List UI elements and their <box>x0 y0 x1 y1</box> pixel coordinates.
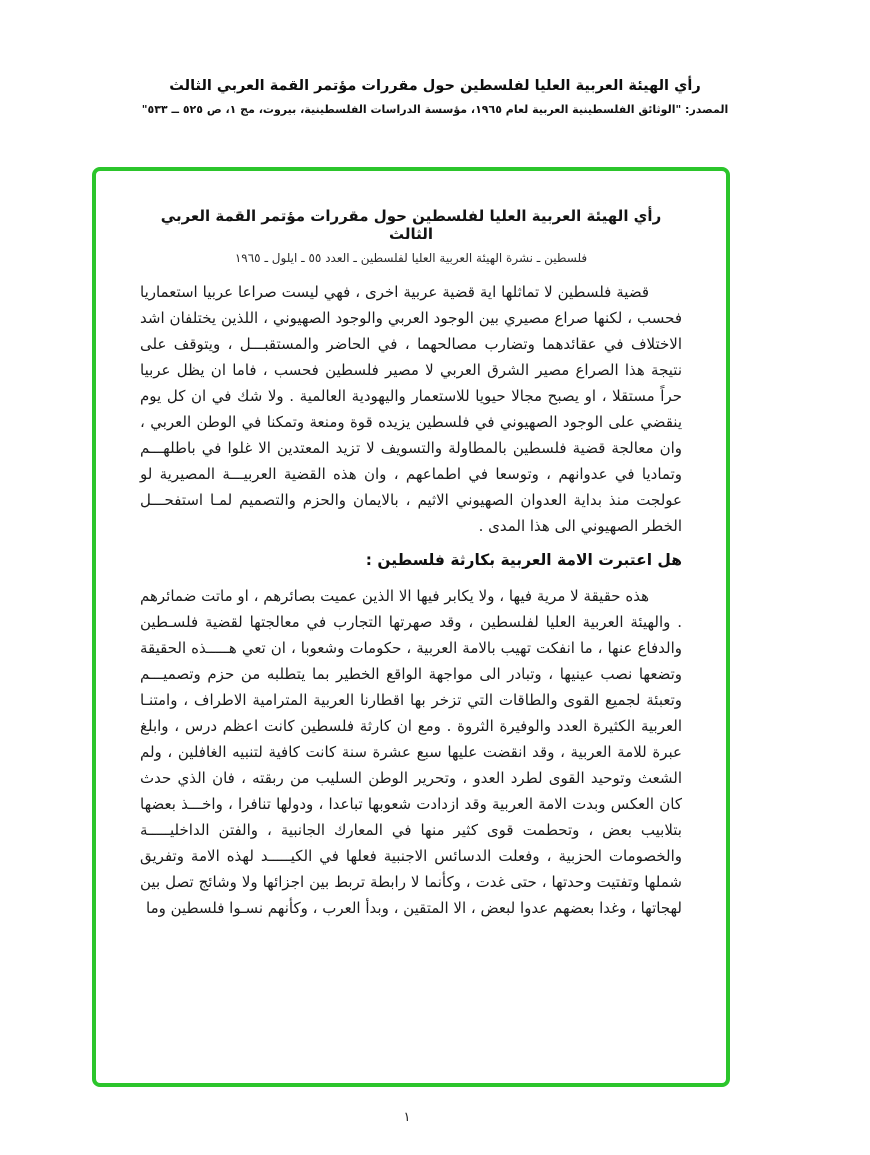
header-title: رأي الهيئة العربية العليا لفلسطين حول مقررات مؤتمر القمة العربي الثالث <box>169 78 701 94</box>
scanned-document-frame <box>92 167 730 1087</box>
header-source-line: المصدر: "الوثائق الفلسطينية العربية لعام ١٩٦٥، مؤسسة الدراسات الفلسطينية، بيروت، مج ١، ص ٥٢٥ ــ ٥٣٣" <box>141 103 729 116</box>
document-title: رأي الهيئة العربية العليا لفلسطين حول مقررات مؤتمر القمة العربي الثالث <box>160 207 662 243</box>
document-paragraph-1: قضية فلسطين لا تماثلها اية قضية عربية اخرى ، فهي ليست صراعا عربيا استعماريا فحسب ، لكنها صراع مصيري بين الوجود العربي والوجود الصهيوني ، اللذين يختلفان اشد الاختلاف في عقائدهما وتضارب مصالحهما ، في الحاضر والمستقبـــل ، ويتوقف على نتيجة هذا الصراع مصير الشرق العربي لا مصير فلسطين فحسب ، فاما ان يظل عربيا حراً مستقلا ، او يصبح مجالا حيويا للاستعمار واليهودية العالمية . ولا شك في ان كل يوم ينقضي على الوجود الصهيوني في فلسطين يزيده قوة ومنعة وتمكنا في الوطن العربي ، وان معالجة قضية فلسطين بالمطاولة والتسويف لا تزيد المعتدين الا غلوا في باطلهـــم وتماديا في عدوانهم ، وتوسعا في اطماعهم ، وان هذه القضية العربيـــة المصيرية لو عولجت منذ بداية العدوان الصهيوني الاثيم ، بالايمان والحزم والتصميم لمـا استفحـــل الخطر الصهيوني الى هذا المدى . <box>140 283 682 535</box>
document-paragraph-2: هذه حقيقة لا مرية فيها ، ولا يكابر فيها الا الذين عميت بصائرهم ، او ماتت ضمائرهم . والهيئة العربية العليا لفلسطين ، وقد صهرتها التجارب في معالجتها لقضية فلسـطين والدفاع عنها ، ما انفكت تهيب بالامة العربية ، حكومات وشعوبا ، ان تعي هـــــذه الحقيقة وتضعها نصب عينيها ، وتبادر الى مواجهة الواقع الخطير بما يتطلبه من حزم وتصميـــم وتعبئة لجميع القوى والطاقات التي تزخر بها اقطارنا العربية المترامية الاطراف ، وامتنـا العربية الكثيرة العدد والوفيرة الثروة . ومع ان كارثة فلسطين كانت اعظم درس ، وابلغ عبرة للامة العربية ، وقد انقضت عليها سبع عشرة سنة كانت كافية لتنبيه الغافلين ، ولم الشعث وتوحيد القوى لطرد العدو ، وتحرير الوطن السليب من ربقته ، فان الذي حدث كان العكس وبدت الامة العربية وقد ازدادت شعوبها تباعدا ، ودولها تنافرا ، واخـــذ بعضها بتلابيب بعض ، وتحطمت قوى كثير منها في المعارك الجانبية ، والفتن الداخليـــــة والخصومات الحزبية ، وفعلت الدسائس الاجنبية فعلها في الكيـــــد لهذه الامة وتفريق شملها وتفتيت وحدتها ، حتى غدت ، وكأنما لا رابطة تربط بين اجزائها ولا وشائج تصل بين لهجاتها ، وغدا بعضهم عدوا لبعض ، الا المتقين ، وبدأ العرب ، وكأنهم نسـوا فلسطين وما <box>140 587 682 917</box>
page-header <box>0 78 870 116</box>
section-heading: هل اعتبرت الامة العربية بكارثة فلسطين : <box>365 551 682 569</box>
document-subtitle: فلسطين ـ نشرة الهيئة العربية العليا لفلسطين ـ العدد ٥٥ ـ ايلول ـ ١٩٦٥ <box>234 251 588 265</box>
page-number: ١ <box>403 1110 411 1125</box>
